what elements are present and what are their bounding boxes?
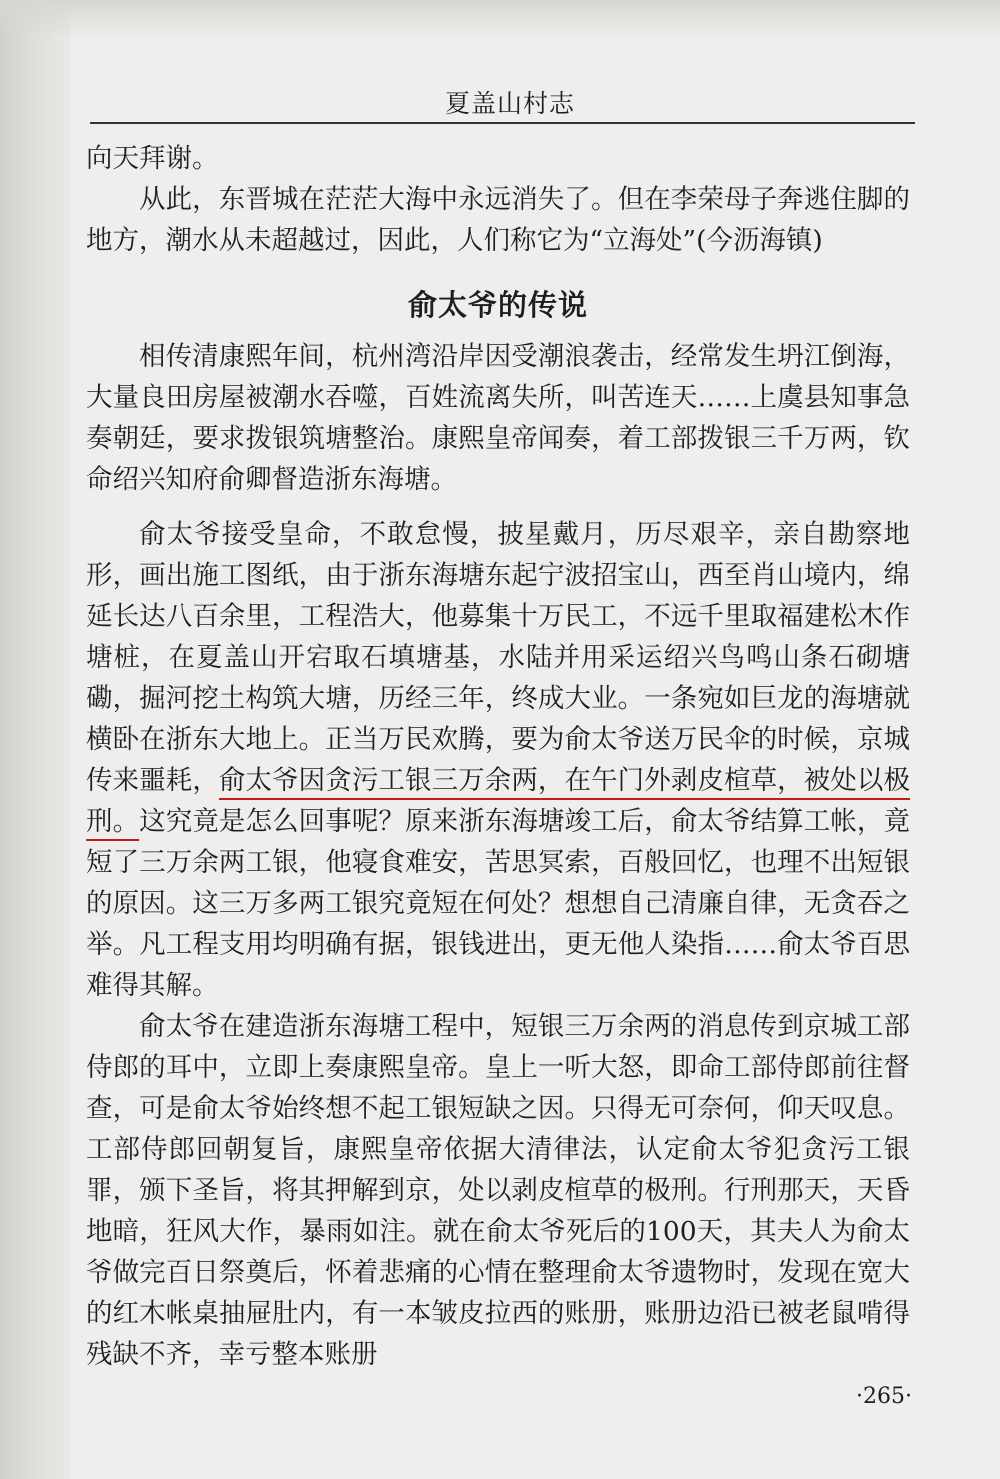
paragraph-2-part-b: 这究竟是怎么回事呢？原来浙东海塘竣工后，俞太爷结算工帐，竟短了三万余两工银，他寝食难安，苦思冥索，百般回忆，也理不出短银的原因。这三万多两工银究竟短在何处？想想自己清廉自律，无贪吞之举。凡工程支用均明确有据，银钱进出，更无他人染指……俞太爷百思难得其解。 <box>86 806 911 1001</box>
paragraph-3: 俞太爷在建造浙东海塘工程中，短银三万余两的消息传到京城工部侍郎的耳中，立即上奏康熙皇帝。皇上一听大怒，即命工部侍郎前往督查，可是俞太爷始终想不起工银短缺之因。只得无可奈何，仰天叹息。工部侍郎回朝复旨，康熙皇帝依据大清律法，认定俞太爷犯贪污工银罪，颁下圣旨，将其押解到京，处以剥皮楦草的极刑。行刑那天，天昏地暗，狂风大作，暴雨如注。就在俞太爷死后的100天，其夫人为俞太爷做完百日祭奠后，怀着悲痛的心情在整理俞太爷遗物时，发现在宽大的红木帐桌抽屉肚内，有一本皱皮拉西的账册，账册边沿已被老鼠啃得残缺不齐，幸亏整本账册 <box>86 1011 910 1370</box>
running-head-title: 夏盖山村志 <box>444 89 575 118</box>
page-top-shadow <box>0 0 1000 40</box>
underlined-sentence: 俞太爷因贪污工银三万余两，在午门外剥皮楦草，被处以极刑。 <box>86 765 911 837</box>
paragraph-2 <box>86 514 910 1006</box>
body-text <box>86 138 910 1375</box>
paragraph-continued: 向天拜谢。 <box>86 143 219 174</box>
paragraph-1: 相传清康熙年间，杭州湾沿岸因受潮浪袭击，经常发生坍江倒海，大量良田房屋被潮水吞噬，百姓流离失所，叫苦连天……上虞县知事急奏朝廷，要求拨银筑塘整治。康熙皇帝闻奏，着工部拨银三千万两，钦命绍兴知府俞卿督造浙东海塘。 <box>86 341 910 495</box>
page-gutter-shadow <box>0 0 70 1479</box>
header-rule <box>90 122 915 124</box>
section-title: 俞太爷的传说 <box>407 288 588 322</box>
paragraph-2-part-a: 俞太爷接受皇命，不敢怠慢，披星戴月，历尽艰辛，亲自勘察地形，画出施工图纸，由于浙东海塘东起宁波招宝山，西至肖山境内，绵延长达八百余里，工程浩大，他募集十万民工，不远千里取福建松木作塘桩，在夏盖山开宕取石填塘基，水陆并用采运绍兴鸟鸣山条石砌塘磡，掘河挖土构筑大塘，历经三年，终成大业。一条宛如巨龙的海塘就横卧在浙东大地上。正当万民欢腾，要为俞太爷送万民伞的时候，京城传来噩耗， <box>86 519 910 796</box>
page-number: ·265· <box>856 1384 912 1409</box>
paragraph-intro: 从此，东晋城在茫茫大海中永远消失了。但在李荣母子奔逃住脚的地方，潮水从未超越过，因此，人们称它为“立海处”(今沥海镇) <box>86 184 910 256</box>
